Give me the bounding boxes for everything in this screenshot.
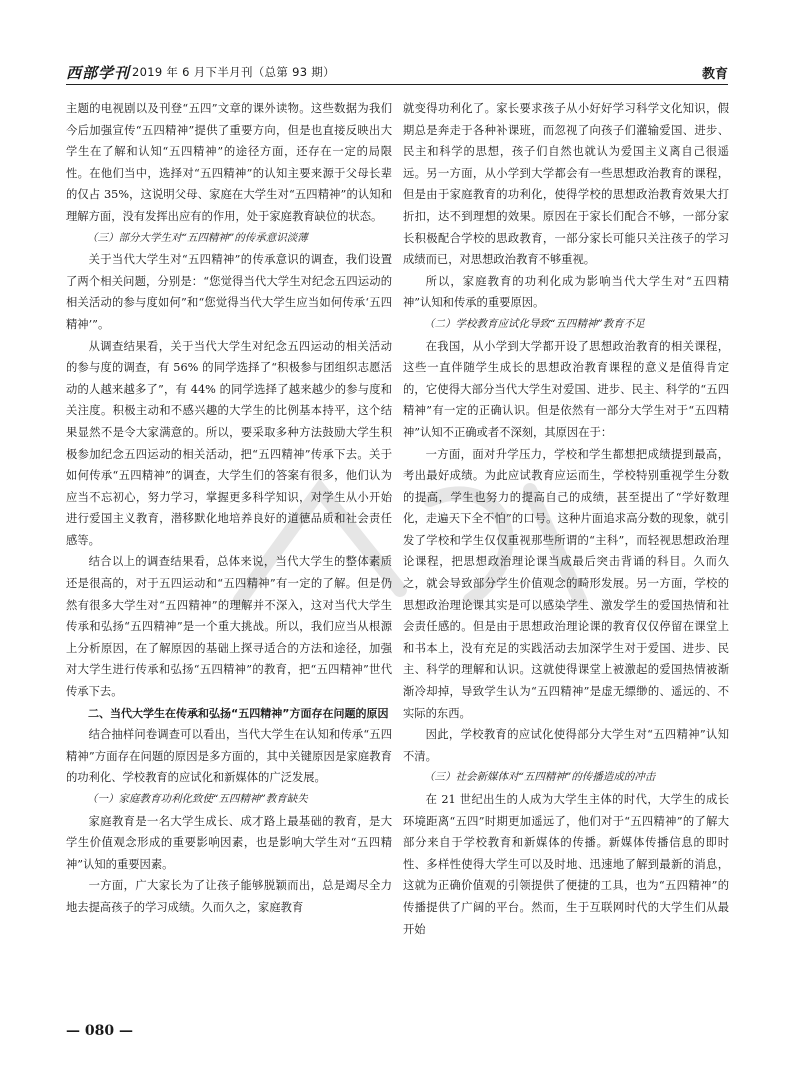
paragraph: 家庭教育是一名大学生成长、成才路上最基础的教育，是大学生价值观念形成的重要影响因素，也是影响大学生对“五四精神”认知的重要因素。 (66, 814, 392, 871)
paragraph: 一方面，面对升学压力，学校和学生都想把成绩提到最高，考出最好成绩。为此应试教育应运而生，学校特别重视学生分数的提高，学生也努力的提高自己的成绩，甚至提出了“学好数理化，走遍天下全不怕”的口号。这种片面追求高分数的现象，就引发了学校和学生仅仅重视那些所谓的“主科”，而轻视思想政治理论课程，把思想政治理论课当成最后突击背诵的科目。久而久之，就会导致部分学生价值观念的畸形发展。另一方面，学校的思想政治理论课其实是可以感染学生、激发学生的爱国热情和社会责任感的。但是由于思想政治理论课的教育仅仅停留在课堂上和书本上，没有充足的实践活动去加深学生对于爱国、进步、民主、科学的理解和认识。这就使得课堂上被激起的爱国热情被渐渐冷却掉，导致学生认为“五四精神”是虚无缥缈的、遥远的、不实际的东西。 (403, 447, 729, 720)
page-number: — 080 — (66, 1023, 133, 1039)
paragraph: 一方面，广大家长为了让孩子能够脱颖而出，总是竭尽全力地去提高孩子的学习成绩。久而久之，家庭教育 (66, 879, 392, 914)
paragraph: 就变得功利化了。家长要求孩子从小好好学习科学文化知识，假期总是奔走于各种补课班，而忽视了向孩子们灌输爱国、进步、民主和科学的思想，孩子们自然也就认为爱国主义离自己很遥远。另一方面，从小学到大学都会有一些思想政治教育的课程，但是由于家庭教育的功利化，使得学校的思想政治教育效果大打折扣，达不到理想的效果。原因在于家长们配合不够，一部分家长积极配合学校的思政教育，一部分家长可能只关注孩子的学习成绩而已，对思想政治教育不够重视。 (403, 102, 729, 267)
section-heading: 二、当代大学生在传承和弘扬“五四精神”方面存在问题的原因 (88, 706, 389, 720)
paragraph: 关于当代大学生对“五四精神”的传承意识的调查，我们设置了两个相关问题，分别是：“您觉得当代大学生对纪念五四运动的相关活动的参与度如何”和“您觉得当代大学生应当如何传承‘五四精神’”。 (66, 253, 392, 331)
paragraph: 结合抽样问卷调查可以看出，当代大学生在认知和传承“五四精神”方面存在问题的原因是多方面的，其中关键原因是家庭教育的功利化、学校教育的应试化和新媒体的广泛发展。 (66, 728, 392, 785)
left-column (66, 98, 392, 919)
subsection-heading: （二）学校教育应试化导致“五四精神”教育不足 (424, 317, 645, 330)
subsection-heading: （三）社会新媒体对“五四精神”的传播造成的冲击 (424, 771, 656, 784)
paragraph: 从调查结果看，关于当代大学生对纪念五四运动的相关活动的参与度的调查，有 56% 的同学选择了“积极参与团组织志愿活动的人越来越多了”，有 44% 的同学选择了越来越少的参与度和关注度。积极主动和不感兴趣的大学生的比例基本持平，这个结果显然不是令大家满意的。所以，要采取多种方法鼓励大学生积极参加纪念五四运动的相关活动，把“五四精神”传承下去。关于如何传承“五四精神”的调查，大学生们的答案有很多，他们认为应当不忘初心，努力学习，掌握更多科学知识，对学生从小开始进行爱国主义教育，潜移默化地培养良好的道德品质和社会责任感等。 (66, 339, 392, 547)
paragraph: 主题的电视剧以及刊登“五四”文章的课外读物。这些数据为我们今后加强宣传“五四精神”提供了重要方向，但是也直接反映出大学生在了解和认知“五四精神”的途径方面，还存在一定的局限性。在他们当中，选择对“五四精神”的认知主要来源于父母长辈的仅占 35%，这说明父母、家庭在大学生对“五四精神”的认知和理解方面，没有发挥出应有的作用，处于家庭教育缺位的状态。 (66, 102, 392, 223)
paragraph: 结合以上的调查结果看，总体来说，当代大学生的整体素质还是很高的，对于五四运动和“五四精神”有一定的了解。但是仍然有很多大学生对“五四精神”的理解并不深入，这对当代大学生传承和弘扬“五四精神”是一个重大挑战。所以，我们应当从根源上分析原因，在了解原因的基础上探寻适合的方法和途径，加强对大学生进行传承和弘扬“五四精神”的教育，把“五四精神”世代传承下去。 (66, 555, 392, 699)
paragraph: 所以，家庭教育的功利化成为影响当代大学生对“五四精神”认知和传承的重要原因。 (403, 274, 729, 310)
section-label: 教育 (701, 67, 728, 82)
paragraph: 在我国，从小学到大学都开设了思想政治教育的相关课程，这些一直伴随学生成长的思想政治教育课程的意义是值得肯定的，它使得大部分当代大学生对爱国、进步、民主、科学的“五四精神”有一定的正确认识。但是依然有一部分大学生对于“五四精神”认知不正确或者不深刻，其原因在于： (403, 339, 729, 439)
right-column (403, 98, 729, 940)
page-header (66, 60, 728, 85)
journal-name: 西部学刊 (66, 64, 131, 82)
subsection-heading: （一）家庭教育功利化致使“五四精神”教育缺失 (87, 793, 308, 805)
paragraph: 因此，学校教育的应试化使得部分大学生对“五四精神”认知不清。 (403, 728, 729, 763)
paragraph: 在 21 世纪出生的人成为大学生主体的时代，大学生的成长环境距离“五四”时期更加遥远了，他们对于“五四精神”的了解大部分来自于学校教育和新媒体的传播。新媒体传播信息的即时性、多样性使得大学生可以及时地、迅速地了解到最新的消息，这就为正确价值观的引领提供了便捷的工具，也为“五四精神”的传播提供了广阔的平台。然而，生于互联网时代的大学生们从最开始 (403, 793, 729, 936)
issue-info: 2019 年 6 月下半月刊（总第 93 期） (132, 65, 335, 79)
subsection-heading: （三）部分大学生对“五四精神”的传承意识淡薄 (87, 231, 308, 244)
